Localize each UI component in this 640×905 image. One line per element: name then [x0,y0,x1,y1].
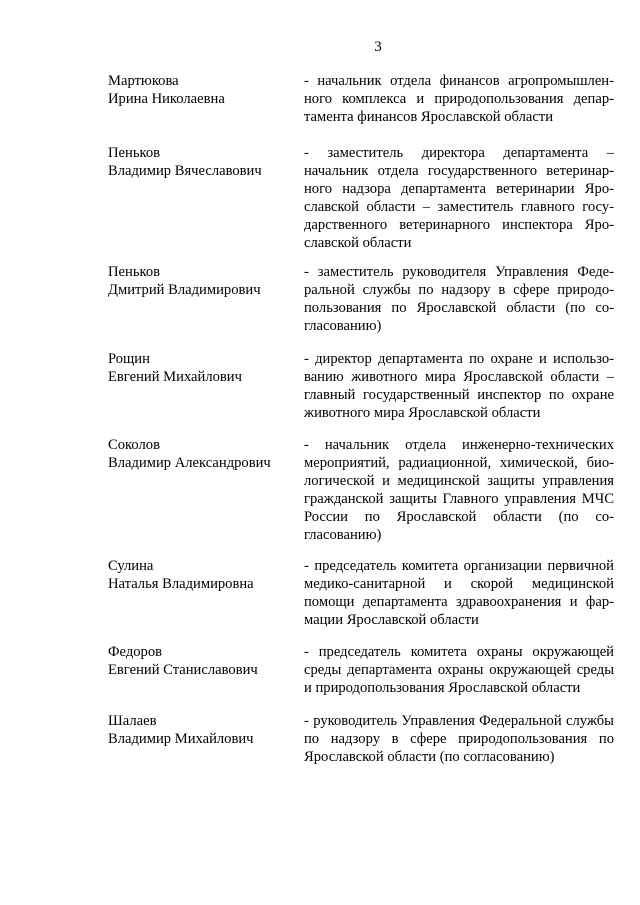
person-given-names: Ирина Николаевна [108,91,225,107]
person-position: - председатель комитета охраны окружающей среды департамента охраны окружающей среды и природопользования Ярославской области [304,644,614,696]
person-surname: Рощин [108,351,150,367]
person-name [108,263,298,299]
person-name [108,350,298,386]
person-name [108,643,298,679]
person-position: - заместитель директора департамента – начальник отдела государственного ветеринарного надзора департамента ветеринарии Ярославской области – заместитель главного государственного ветеринарного инспектора Ярославской области [304,145,614,251]
person-surname: Пеньков [108,264,161,280]
person-name [108,712,298,748]
person-name [108,557,298,593]
person-surname: Федоров [108,644,163,660]
person-position: - начальник отдела инженерно-технических мероприятий, радиационной, химической, биологической и медицинской защиты управления гражданской защиты Главного управления МЧС России по Ярославской области (по согласованию) [304,437,614,543]
person-surname: Сулина [108,558,154,574]
person-surname: Пеньков [108,145,161,161]
person-given-names: Евгений Михайлович [108,369,242,385]
person-given-names: Владимир Александрович [108,455,271,471]
person-surname: Соколов [108,437,160,453]
person-name [108,436,298,472]
person-surname: Шалаев [108,713,157,729]
person-position: - начальник отдела финансов агропромышленного комплекса и природопользования департамента финансов Ярославской области [304,73,614,125]
page-number: 3 [374,39,382,55]
person-given-names: Дмитрий Владимирович [108,282,261,298]
person-name [108,144,298,180]
person-position: - руководитель Управления Федеральной службы по надзору в сфере природопользования по Ярославской области (по согласованию) [304,713,614,765]
person-given-names: Евгений Станиславович [108,662,258,678]
person-name [108,72,298,108]
person-surname: Мартюкова [108,73,179,89]
person-given-names: Наталья Владимировна [108,576,254,592]
person-position: - заместитель руководителя Управления Федеральной службы по надзору в сфере природопользования по Ярославской области (по согласованию) [304,264,614,334]
person-given-names: Владимир Вячеславович [108,163,262,179]
person-position: - председатель комитета организации первичной медико-санитарной и скорой медицинской помощи департамента здравоохранения и фармации Ярославской области [304,558,614,628]
person-given-names: Владимир Михайлович [108,731,254,747]
person-position: - директор департамента по охране и использованию животного мира Ярославской области – главный государственный инспектор по охране животного мира Ярославской области [304,351,614,421]
